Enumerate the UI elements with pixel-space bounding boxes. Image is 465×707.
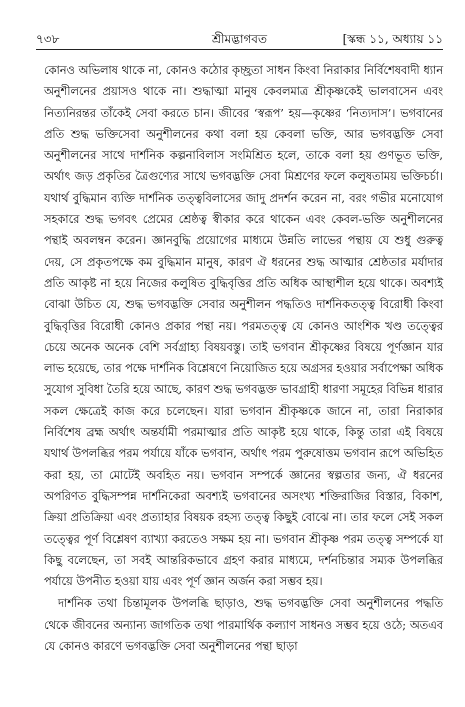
paragraph-1: কোনও অভিলাষ থাকে না, কোনও কঠোর কৃচ্ছ্রতা সাধন কিংবা নিরাকার নির্বিশেষবাদী ধ্যান অনুশীলনের প্রয়াসও থাকে না। শুদ্ধাত্মা মানুষ কেবলমাত্র শ্রীকৃষ্ণকেই ভালবাসেন এবং নিত্যনিরন্তর তাঁকেই সেবা করতে চান। জীবের ‘স্বরূপ’ হয়—কৃষ্ণের ‘নিত্যদাস’। ভগবানের প্রতি শুদ্ধ ভক্তিসেবা অনুশীলনের কথা বলা হয় কেবলা ভক্তি, আর ভগবদ্ভক্তি সেবা অনুশীলনের সাথে দার্শনিক কল্পনাবিলাস সংমিশ্রিত হলে, তাকে বলা হয় গুণভূত ভক্তি, অর্থাৎ জড় প্রকৃতির ত্রৈগুণ্যের সাথে ভগবদ্ভক্তি সেবা মিশ্রণের ফলে কলুষতাময় ভক্তিচর্চা। যথার্থ বুদ্ধিমান ব্যক্তি দার্শনিক তত্ত্ববিলাসের জাদু প্রদর্শন করেন না, বরং গভীর মনোযোগ সহকারে শুদ্ধ ভগবৎ প্রেমের শ্রেষ্ঠত্ব স্বীকার করে থাকেন এবং কেবল-ভক্তি অনুশীলনের পন্থাই অবলম্বন করেন। জ্ঞানবুদ্ধি প্রয়োগের মাধ্যমে উন্নতি লাভের পন্থায় যে শুধু গুরুত্ব দেয়, সে প্রকৃতপক্ষে কম বুদ্ধিমান মানুষ, কারণ ঐ ধরনের শুদ্ধ আত্মার শ্রেষ্ঠতার মর্যাদার প্রতি আকৃষ্ট না হয়ে নিজের কলুষিত বুদ্ধিবৃত্তির প্রতি অধিক আস্থাশীল হয়ে থাকে। অবশ্যই বোঝা উচিত যে, শুদ্ধ ভগবদ্ভক্তি সেবার অনুশীলন পদ্ধতিও দার্শনিকতত্ত্ব বিরোধী কিংবা বুদ্ধিবৃত্তির বিরোধী কোনও প্রকার পন্থা নয়। পরমতত্ত্ব যে কোনও আংশিক খণ্ড তত্ত্বের চেয়ে অনেক অনেক বেশি সর্বগ্রাহ্য বিষয়বস্তু। তাই ভগবান শ্রীকৃষ্ণের বিষয়ে পূর্ণজ্ঞান যার লাভ হয়েছে, তার পক্ষে দার্শনিক বিশ্লেষণে নিয়োজিত হয়ে অগ্রসর হওয়ার সর্বাপেক্ষা অধিক সুযোগ সুবিধা তৈরি হয়ে আছে, কারণ শুদ্ধ ভগবদ্ভক্ত ভাবগ্রাহী ধারণা সমূহের বিভিন্ন ধারার সকল ক্ষেত্রেই কাজ করে চলেছেন। যারা ভগবান শ্রীকৃষ্ণকে জানে না, তারা নিরাকার নির্বিশেষ ব্রহ্ম অর্থাৎ অন্তর্যামী পরমাত্মার প্রতি আকৃষ্ট হয়ে থাকে, কিন্তু তারা এই বিষয়ে যথার্থ উপলব্ধির পরম পর্যায়ে যাঁকে ভগবান, অর্থাৎ পরম পুরুষোত্তম ভগবান রূপে অভিহিত করা হয়, তা মোটেই অবহিত নয়। ভগবান সম্পর্কে জ্ঞানের স্বল্পতার জন্য, ঐ ধরনের অপরিণত বুদ্ধিসম্পন্ন দার্শনিকেরা অবশ্যই ভগবানের অসংখ্য শক্তিরাজির বিস্তার, বিকাশ, ক্রিয়া প্রতিক্রিয়া এবং প্রত্যাহার বিষয়ক রহস্য তত্ত্ব কিছুই বোঝে না। তার ফলে সেই সকল তত্ত্বের পূর্ণ বিশ্লেষণ ব্যাখ্যা করতেও সক্ষম হয় না। ভগবান শ্রীকৃষ্ণ পরম তত্ত্ব সম্পর্কে যা কিছু বলেছেন, তা সবই আন্তরিকভাবে গ্রহণ করার মাধ্যমে, দর্শনচিন্তার সম্যক উপলব্ধির পর্যায়ে উপনীত হওয়া যায় এবং পূর্ণ জ্ঞান অর্জন করা সম্ভব হয়। xyxy=(44,64,443,589)
body-text xyxy=(44,60,443,657)
section-reference: [স্কন্ধ ১১, অধ্যায় ১১ xyxy=(342,32,443,46)
page-number: ৭৩৮ xyxy=(36,32,60,46)
running-title: শ্রীমদ্ভাগবত xyxy=(211,32,267,46)
paragraph-2: দার্শনিক তথা চিন্তামূলক উপলব্ধি ছাড়াও, শুদ্ধ ভগবদ্ভক্তি সেবা অনুশীলনের পদ্ধতি থেকে জীবনের অন্যান্য জাগতিক তথা পারমার্থিক কল্যাণ সাধনও সম্ভব হয়ে ওঠে; অতএব যে কোনও কারণে ভগবদ্ভক্তি সেবা অনুশীলনের পন্থা ছাড়া xyxy=(44,597,443,654)
header-rule xyxy=(36,49,443,50)
page-header xyxy=(36,30,443,48)
